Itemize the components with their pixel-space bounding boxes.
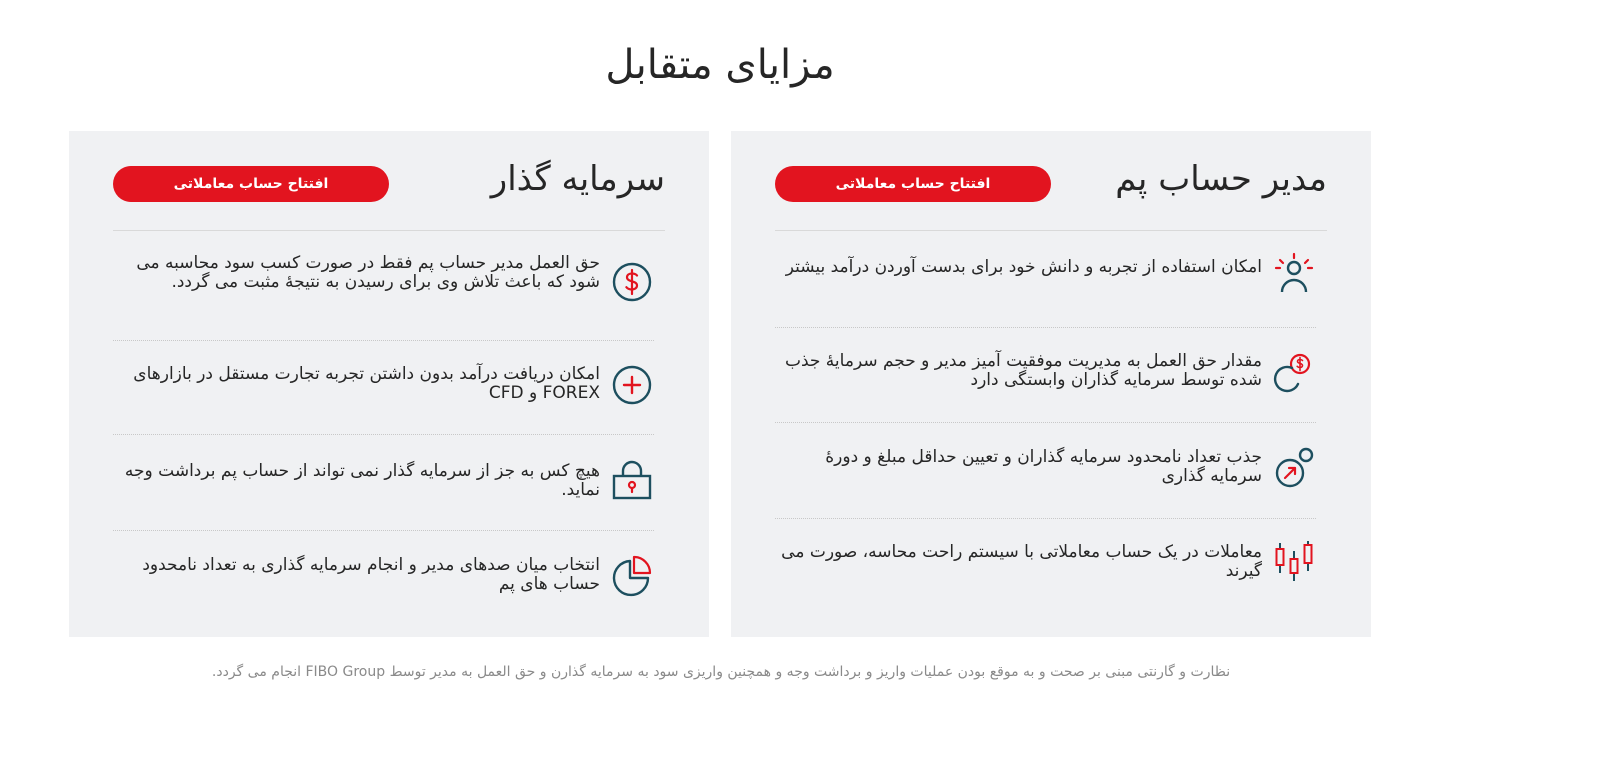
growth-circles-icon xyxy=(1272,445,1316,489)
investor-feature-item xyxy=(113,340,654,434)
person-spark-icon xyxy=(1272,252,1316,296)
investor-feature-text: هیچ کس به جز از سرمایه گذار نمی تواند از حساب پم برداشت وجه نماید. xyxy=(124,461,600,500)
manager-card-header xyxy=(775,159,1327,231)
investor-feature-item xyxy=(113,232,654,340)
manager-feature-text: امکان استفاده از تجربه و دانش خود برای بدست آوردن درآمد بیشتر xyxy=(785,257,1262,277)
manager-feature-text: معاملات در یک حساب معاملاتی با سیستم راحت محاسه، صورت می گیرند xyxy=(781,542,1262,581)
investor-feature-text: امکان دریافت درآمد بدون داشتن تجربه تجارت مستقل در بازارهای FOREX و CFD xyxy=(133,364,600,403)
manager-open-account-button[interactable]: افتتاح حساب معاملاتی xyxy=(775,166,1051,202)
footer-note: .انجام می گردد FIBO Group نظارت و گارنتی مبنی بر صحت و به موقع بودن عملیات واریز و برداشت وجه و همچنین واریزی سود به سرمایه گذارن و حق العمل به مدیر توسط xyxy=(211,664,1231,680)
lock-icon xyxy=(610,457,654,501)
manager-feature-item xyxy=(775,327,1316,422)
investor-open-account-button[interactable]: افتتاح حساب معاملاتی xyxy=(113,166,389,202)
dollar-circle-icon xyxy=(610,260,654,304)
page-title: مزایای متقابل xyxy=(605,42,835,88)
pie-chart-icon xyxy=(610,553,654,597)
manager-title: مدیر حساب پم xyxy=(1115,159,1327,199)
investor-title: سرمایه گذار xyxy=(490,159,665,199)
manager-card xyxy=(731,131,1371,637)
manager-feature-text: جذب تعداد نامحدود سرمایه گذاران و تعیین حداقل مبلغ و دورهٔ سرمایه گذاری xyxy=(825,447,1262,486)
candlestick-icon xyxy=(1272,539,1316,583)
investor-card-header xyxy=(113,159,665,231)
manager-feature-text: مقدار حق العمل به مدیریت موفقیت آمیز مدیر و حجم سرمایهٔ جذب شده توسط سرمایه گذاران وابستگی دارد xyxy=(784,351,1262,390)
coin-cycle-icon xyxy=(1272,350,1316,394)
manager-feature-item xyxy=(775,518,1316,618)
plus-circle-icon xyxy=(610,363,654,407)
investor-feature-text: حق العمل مدیر حساب پم فقط در صورت کسب سود محاسبه می شود که باعث تلاش وی برای رسیدن به نتیجهٔ مثبت می گردد. xyxy=(136,253,600,292)
investor-card xyxy=(69,131,709,637)
manager-feature-item xyxy=(775,422,1316,518)
investor-feature-text: انتخاب میان صدهای مدیر و انجام سرمایه گذاری به تعداد نامحدود حساب های پم xyxy=(142,555,600,594)
investor-feature-item xyxy=(113,434,654,530)
manager-feature-item xyxy=(775,232,1316,327)
investor-feature-item xyxy=(113,530,654,630)
